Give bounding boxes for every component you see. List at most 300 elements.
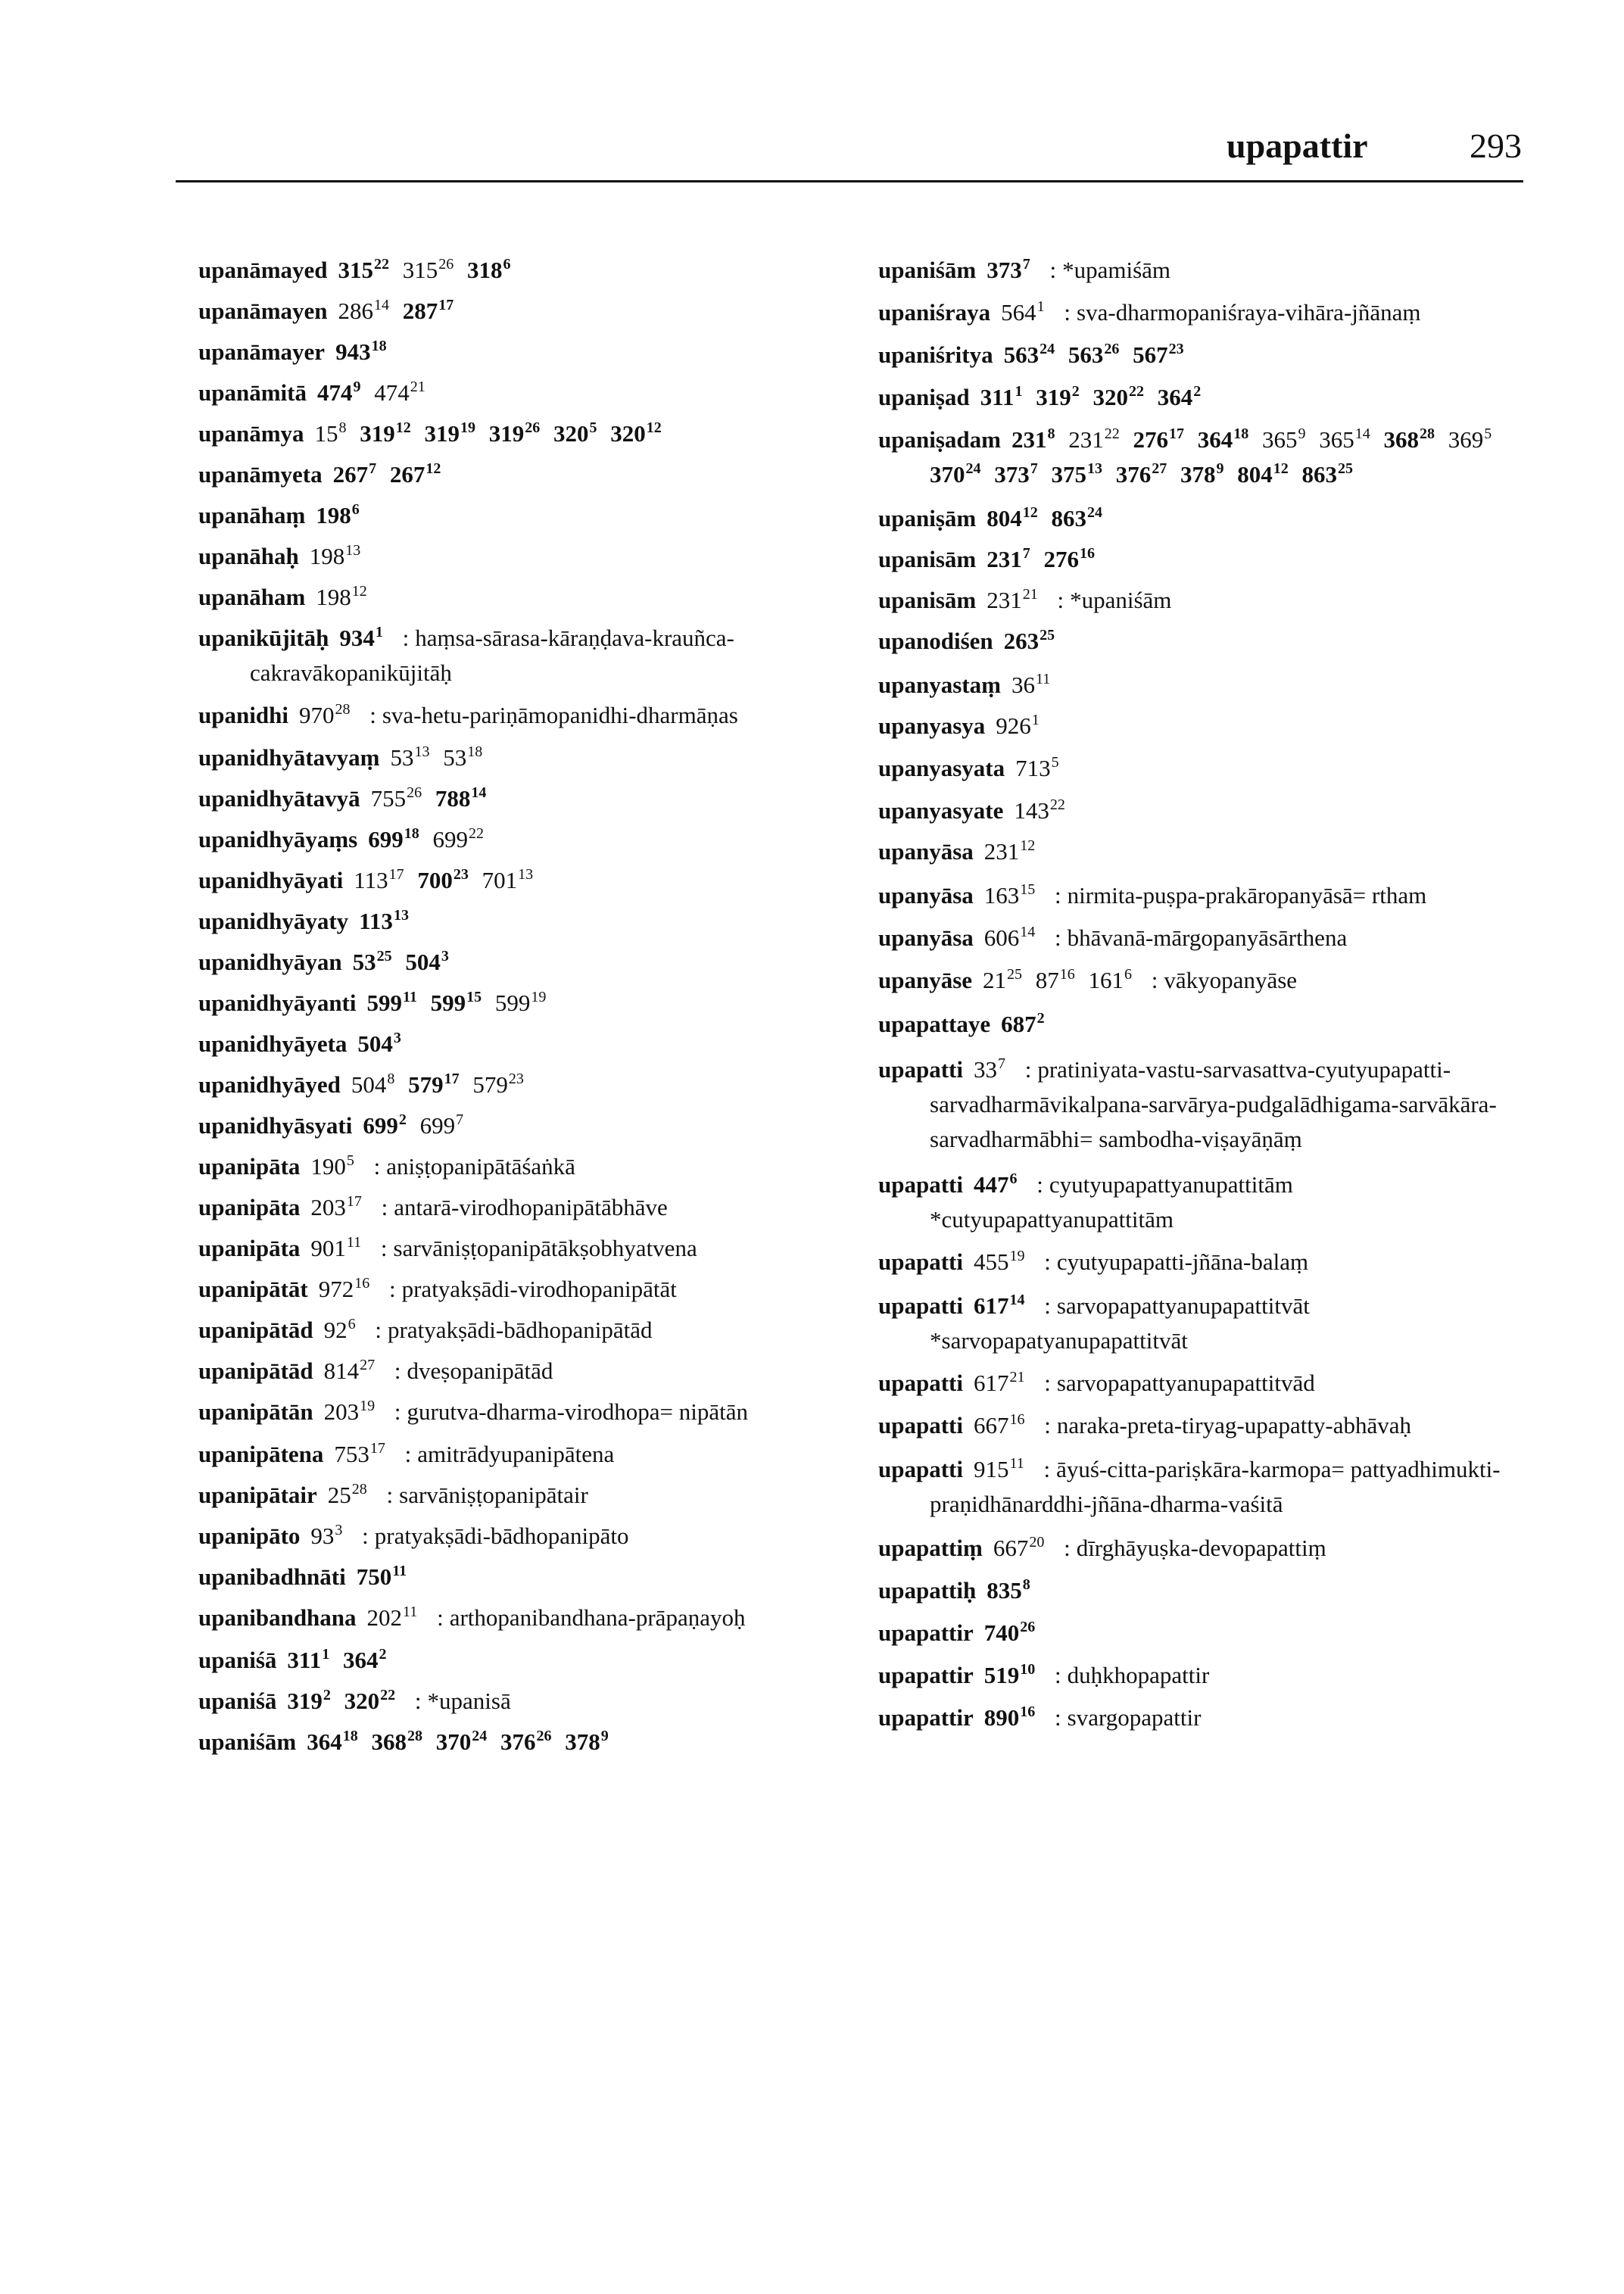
index-entry (198, 416, 849, 451)
headword: upapattaye (878, 1011, 991, 1037)
page-reference (1133, 426, 1184, 453)
page-number-ref: 143 (1014, 797, 1049, 824)
page-number-ref: 93 (310, 1523, 335, 1549)
page-reference (357, 1030, 401, 1057)
headword: upanyastaṃ (878, 672, 1001, 698)
line-number-ref: 14 (374, 297, 390, 313)
line-number-ref: 6 (351, 501, 360, 518)
page-number-ref: 53 (443, 744, 467, 771)
page-number-ref: 203 (323, 1398, 360, 1425)
header-rule (176, 180, 1523, 182)
headword: upanipātān (198, 1398, 313, 1425)
page-number-ref: 318 (467, 257, 503, 283)
index-entry (198, 1519, 849, 1554)
page-number-ref: 33 (973, 1056, 997, 1083)
page-reference (360, 420, 411, 447)
page-number-ref: 474 (316, 379, 353, 406)
page-number-ref: 579 (472, 1071, 508, 1098)
page-number-ref: 375 (1051, 461, 1086, 488)
headword: upanodiśen (878, 628, 993, 654)
line-number-ref: 6 (1009, 1170, 1018, 1187)
page-number-ref: 276 (1133, 426, 1168, 453)
line-number-ref: 2 (1193, 383, 1202, 400)
line-number-ref: 17 (369, 1440, 385, 1457)
page-reference (405, 949, 449, 975)
line-number-ref: 7 (456, 1111, 464, 1128)
gloss-text: antarā-virodhopanipātābhāve (394, 1194, 668, 1220)
page-number-ref: 267 (389, 461, 425, 488)
page-number-ref: 579 (408, 1071, 444, 1098)
index-entry (878, 1289, 1529, 1358)
headword: upanibandhana (198, 1604, 357, 1631)
line-number-ref: 24 (1040, 341, 1055, 357)
gloss-text: sarvāniṣṭopanipātākṣobhyatvena (393, 1235, 697, 1261)
line-number-ref: 14 (1009, 1292, 1025, 1308)
line-number-ref: 13 (518, 866, 534, 883)
page-number-ref: 943 (335, 338, 371, 365)
page-number-ref: 231 (1068, 426, 1104, 453)
page-reference (431, 990, 482, 1016)
page-reference (435, 785, 487, 812)
headword: upanāmayed (198, 257, 328, 283)
line-number-ref: 26 (525, 419, 541, 436)
page-number-ref: 713 (1015, 755, 1051, 781)
page-reference (1093, 384, 1144, 410)
line-number-ref: 2 (1071, 383, 1080, 400)
page-reference (1011, 672, 1050, 698)
headword: upanipātair (198, 1482, 317, 1508)
page-reference (443, 744, 482, 771)
page-number-ref: 863 (1051, 505, 1086, 531)
line-number-ref: 22 (1049, 796, 1065, 813)
page-reference (987, 1577, 1030, 1604)
page-number-ref: 617 (973, 1370, 1009, 1396)
page-number-ref: 231 (983, 838, 1020, 865)
page-reference (420, 1112, 464, 1139)
gloss-text: vākyopanyāse (1164, 967, 1298, 993)
line-number-ref: 22 (374, 256, 390, 273)
headword: upanyāsa (878, 838, 974, 865)
page-reference (1180, 461, 1224, 488)
line-number-ref: 23 (1168, 341, 1184, 357)
line-number-ref: 12 (1273, 460, 1289, 477)
headword: upanidhyāyan (198, 949, 342, 975)
page-reference (1014, 797, 1065, 824)
line-number-ref: 17 (438, 297, 454, 313)
page-reference (425, 420, 476, 447)
page-reference (299, 702, 351, 728)
line-number-ref: 9 (353, 379, 361, 395)
page-number-ref: 599 (430, 990, 466, 1016)
gloss-text: cyutyupapatti-jñāna-balaṃ (1056, 1248, 1309, 1275)
index-entry (878, 1408, 1529, 1443)
page-number-ref: 319 (360, 420, 395, 447)
page-number-ref: 311 (980, 384, 1015, 410)
page-number-ref: 376 (1115, 461, 1152, 488)
gloss-text: arthopanibandhana-prāpaṇayoḥ (449, 1604, 746, 1631)
page-number-ref: 231 (987, 546, 1022, 572)
page-reference (1068, 426, 1120, 453)
page-number-ref: 755 (370, 785, 407, 812)
line-number-ref: 12 (351, 583, 367, 600)
gloss-text: haṃsa-sārasa-kāraṇḍava-krauñca-cakravākopanikūjitāḥ (250, 625, 734, 686)
line-number-ref: 12 (425, 460, 441, 477)
page-number-ref: 36 (1011, 672, 1035, 698)
gloss-text: pratiniyata-vastu-sarvasattva-cyutyupapatti-sarvadharmāvikalpana-sarvārya-pudgalādhigama-sarvākāra-sarvadharmābhi= sambodha-viṣayāṇāṃ (930, 1056, 1497, 1152)
line-number-ref: 14 (471, 784, 487, 801)
page-number-ref: 263 (1003, 628, 1040, 654)
gloss-text: svargopapattir (1067, 1704, 1202, 1731)
page-number-ref: 901 (310, 1235, 346, 1261)
gloss-text: *upaniśām (1070, 587, 1172, 613)
headword: upanidhyāsyati (198, 1112, 353, 1139)
gloss-text: *upanisā (427, 1688, 511, 1714)
headword: upaniṣad (878, 384, 970, 410)
gloss-text: āyuś-citta-pariṣkāra-karmopa= pattyadhimukti-praṇidhānarddhi-jñāna-dharma-vaśitā (930, 1456, 1501, 1517)
index-entry (198, 1231, 849, 1266)
page-reference (357, 1563, 407, 1590)
page-number-ref: 599 (366, 990, 402, 1016)
line-number-ref: 7 (997, 1055, 1005, 1072)
line-number-ref: 11 (403, 989, 417, 1005)
page-number-ref: 617 (973, 1292, 1009, 1319)
gloss-text: pratyakṣādi-virodhopanipātāt (401, 1276, 677, 1302)
headword: upapatti (878, 1292, 963, 1319)
index-entry (878, 1616, 1529, 1650)
page-number-ref: 365 (1261, 426, 1298, 453)
line-number-ref: 11 (346, 1234, 362, 1251)
line-number-ref: 15 (1020, 881, 1036, 898)
page-reference (1198, 426, 1249, 453)
headword: upanyāse (878, 967, 973, 993)
page-reference (974, 1412, 1025, 1438)
page-number-ref: 455 (973, 1248, 1009, 1275)
index-entry (878, 1007, 1529, 1042)
gloss-separator: : (1044, 1248, 1051, 1275)
index-entry (198, 1354, 849, 1389)
page-reference (984, 882, 1036, 909)
page-reference (287, 1688, 331, 1714)
line-number-ref: 6 (1124, 966, 1133, 983)
line-number-ref: 26 (536, 1728, 552, 1744)
index-entry (878, 338, 1529, 372)
page-reference (993, 1535, 1045, 1561)
page-reference (324, 1317, 356, 1343)
index-entry (198, 1313, 849, 1348)
page-reference (316, 584, 367, 610)
page-reference (436, 1728, 488, 1755)
page-number: 293 (1470, 126, 1522, 165)
index-entry (198, 1068, 849, 1102)
page-reference (984, 1704, 1036, 1731)
gloss-text: dīrghāyuṣka-devopapattiṃ (1076, 1535, 1326, 1561)
line-number-ref: 11 (403, 1604, 418, 1620)
page-reference (984, 1662, 1036, 1688)
page-reference (368, 826, 419, 852)
index-entry (198, 740, 849, 775)
headword: upaniśā (198, 1688, 277, 1714)
index-entry (878, 295, 1529, 330)
index-entry (198, 335, 849, 369)
page-number-ref: 364 (342, 1647, 379, 1673)
gloss-separator: : (1151, 967, 1158, 993)
line-number-ref: 18 (371, 338, 387, 354)
page-reference (353, 949, 392, 975)
headword: upanyasyata (878, 755, 1005, 781)
line-number-ref: 14 (1020, 924, 1036, 940)
page-number-ref: 753 (334, 1441, 369, 1467)
page-number-ref: 53 (390, 744, 414, 771)
gloss-separator: : (404, 1441, 412, 1467)
headword: upanyasya (878, 712, 986, 739)
gloss-separator: : (414, 1688, 422, 1714)
line-number-ref: 7 (1022, 256, 1030, 273)
page-reference (1001, 299, 1045, 326)
line-number-ref: 6 (503, 256, 511, 273)
page-number-ref: 315 (402, 257, 438, 283)
page-number-ref: 319 (488, 420, 525, 447)
page-reference (1011, 426, 1055, 453)
page-number-ref: 447 (973, 1171, 1009, 1198)
index-entry (198, 1560, 849, 1594)
page-number-ref: 368 (371, 1728, 407, 1755)
line-number-ref: 5 (1484, 425, 1492, 442)
line-number-ref: 25 (1338, 460, 1353, 477)
page-reference (432, 826, 484, 852)
index-entry (878, 1366, 1529, 1401)
page-number-ref: 368 (1383, 426, 1419, 453)
page-number-ref: 504 (357, 1030, 393, 1057)
headword: upanikūjitāḥ (198, 625, 329, 651)
page-number-ref: 814 (323, 1357, 360, 1384)
index-entry (878, 501, 1529, 536)
line-number-ref: 16 (1009, 1411, 1025, 1428)
page-reference (974, 1370, 1025, 1396)
page-number-ref: 804 (1237, 461, 1273, 488)
gloss-text: duḥkhopapattir (1067, 1662, 1210, 1688)
page-reference (359, 908, 409, 934)
page-reference (1133, 341, 1184, 368)
line-number-ref: 24 (965, 460, 981, 477)
page-number-ref: 267 (332, 461, 369, 488)
line-number-ref: 8 (338, 419, 347, 436)
index-entry (878, 1245, 1529, 1279)
page-number-ref: 970 (298, 702, 335, 728)
gloss-separator: : (1055, 1704, 1061, 1731)
page-reference (324, 1357, 376, 1384)
page-number-ref: 564 (1001, 299, 1036, 326)
index-entry (198, 781, 849, 816)
headword: upanyāsa (878, 882, 974, 909)
page-reference (317, 379, 361, 406)
line-number-ref: 26 (1020, 1619, 1036, 1635)
page-number-ref: 373 (987, 257, 1022, 283)
page-reference (363, 1112, 407, 1139)
line-number-ref: 9 (1298, 425, 1306, 442)
page-number-ref: 161 (1088, 967, 1124, 993)
page-reference (974, 1171, 1018, 1198)
line-number-ref: 1 (1015, 383, 1023, 400)
gloss-separator: : (380, 1235, 388, 1261)
line-number-ref: 14 (1354, 425, 1370, 442)
line-number-ref: 17 (346, 1193, 362, 1210)
page-number-ref: 376 (500, 1728, 536, 1755)
index-entry (878, 1052, 1529, 1157)
gloss-text: dveṣopanipātād (407, 1357, 553, 1384)
page-number-ref: 364 (1157, 384, 1193, 410)
headword: upanipāta (198, 1153, 301, 1180)
line-number-ref: 17 (388, 866, 404, 883)
line-number-ref: 19 (460, 419, 476, 436)
gloss-separator: : (1049, 257, 1057, 283)
page-reference (310, 543, 361, 569)
page-reference (553, 420, 597, 447)
line-number-ref: 23 (508, 1071, 524, 1087)
page-number-ref: 113 (359, 908, 393, 934)
index-entry (198, 1027, 849, 1061)
gloss-separator: : (1044, 1370, 1051, 1396)
line-number-ref: 16 (354, 1275, 370, 1292)
line-number-ref: 22 (1104, 425, 1120, 442)
index-entry (198, 1478, 849, 1513)
line-number-ref: 21 (410, 379, 425, 395)
headword: upapatti (878, 1248, 963, 1275)
line-number-ref: 7 (1022, 545, 1030, 562)
page-reference (307, 1728, 358, 1755)
page-reference (374, 379, 425, 406)
line-number-ref: 11 (1009, 1455, 1024, 1472)
headword: upanāmya (198, 420, 304, 447)
line-number-ref: 21 (1022, 586, 1038, 603)
headword: upaniśraya (878, 299, 991, 326)
page-number-ref: 364 (1197, 426, 1233, 453)
page-reference (343, 1647, 387, 1673)
line-number-ref: 18 (467, 743, 483, 760)
line-number-ref: 23 (453, 866, 469, 883)
page-number-ref: 474 (374, 379, 410, 406)
gloss-separator: : (402, 625, 410, 651)
line-number-ref: 12 (395, 419, 411, 436)
line-number-ref: 19 (1009, 1248, 1025, 1264)
index-entry (878, 1531, 1529, 1566)
index-entry (198, 1272, 849, 1307)
headword: upaniśām (198, 1728, 297, 1755)
line-number-ref: 2 (398, 1111, 407, 1128)
line-number-ref: 1 (1036, 298, 1045, 315)
page-reference (333, 461, 377, 488)
index-entry (878, 380, 1529, 415)
index-entry (198, 253, 849, 288)
page-number-ref: 286 (338, 298, 374, 324)
headword: upanāham (198, 584, 306, 610)
gloss-separator: : (1036, 1171, 1043, 1198)
page-reference (984, 924, 1036, 951)
line-number-ref: 22 (1128, 383, 1144, 400)
page-reference (472, 1071, 524, 1098)
page-number-ref: 311 (287, 1647, 322, 1673)
headword: upapattir (878, 1662, 974, 1688)
index-entry (198, 1395, 849, 1429)
page-reference (987, 587, 1038, 613)
page-number-ref: 606 (983, 924, 1020, 951)
line-number-ref: 26 (438, 256, 454, 273)
page-number-ref: 320 (1093, 384, 1128, 410)
page-reference (1089, 967, 1133, 993)
line-number-ref: 5 (1051, 754, 1059, 771)
page-reference (987, 505, 1038, 531)
page-reference (1043, 546, 1095, 572)
page-number-ref: 926 (996, 712, 1031, 739)
headword: upaniśām (878, 257, 977, 283)
index-entry (198, 1643, 849, 1678)
page-reference (1001, 1011, 1045, 1037)
gloss-separator: : (1044, 1292, 1051, 1319)
line-number-ref: 18 (404, 825, 419, 842)
page-reference (565, 1728, 609, 1755)
index-entry (878, 1700, 1529, 1735)
line-number-ref: 17 (444, 1071, 460, 1087)
index-entry (878, 668, 1529, 703)
page-reference (324, 1398, 376, 1425)
page-reference (984, 838, 1036, 865)
page-number-ref: 701 (482, 867, 518, 893)
index-entry (878, 834, 1529, 869)
headword: upanipātāt (198, 1276, 308, 1302)
index-entry (878, 963, 1529, 998)
line-number-ref: 19 (360, 1398, 376, 1414)
page-reference (390, 744, 429, 771)
page-reference (1319, 426, 1370, 453)
page-number-ref: 504 (405, 949, 441, 975)
page-reference (983, 967, 1022, 993)
page-number-ref: 890 (983, 1704, 1020, 1731)
running-head-word: upapattir (1227, 126, 1368, 165)
page-reference (1383, 426, 1435, 453)
gloss-separator: : (1055, 882, 1061, 909)
index-entry (198, 621, 849, 690)
page-number-ref: 699 (419, 1112, 456, 1139)
page-reference (467, 257, 511, 283)
gloss-separator: : (1043, 1456, 1051, 1482)
page-reference (1036, 967, 1075, 993)
line-number-ref: 9 (1216, 460, 1224, 477)
gloss-separator: : (1055, 1662, 1061, 1688)
gloss-text: aniṣṭopanipātāśaṅkā (386, 1153, 575, 1180)
gloss-text: sarvopapattyanupapattitvāt *sarvopapatyanupapattitvāt (930, 1292, 1310, 1354)
page-number-ref: 370 (930, 461, 965, 488)
page-number-ref: 700 (417, 867, 453, 893)
gloss-text: sva-hetu-pariṇāmopanidhi-dharmāṇas (382, 702, 738, 728)
index-entry (198, 945, 849, 980)
line-number-ref: 18 (1233, 425, 1249, 442)
index-entry (878, 542, 1529, 577)
line-number-ref: 5 (589, 419, 597, 436)
gloss-separator: : (386, 1482, 394, 1508)
line-number-ref: 8 (1047, 425, 1055, 442)
line-number-ref: 1 (322, 1646, 330, 1663)
line-number-ref: 26 (1104, 341, 1120, 357)
page-number-ref: 599 (494, 990, 531, 1016)
headword: upanidhyātavyaṃ (198, 744, 380, 771)
page-number-ref: 667 (993, 1535, 1029, 1561)
page-reference (338, 257, 390, 283)
page-number-ref: 53 (352, 949, 376, 975)
page-reference (403, 257, 454, 283)
line-number-ref: 2 (379, 1646, 387, 1663)
page-number-ref: 863 (1301, 461, 1337, 488)
headword: upapatti (878, 1412, 963, 1438)
page-reference (980, 384, 1023, 410)
